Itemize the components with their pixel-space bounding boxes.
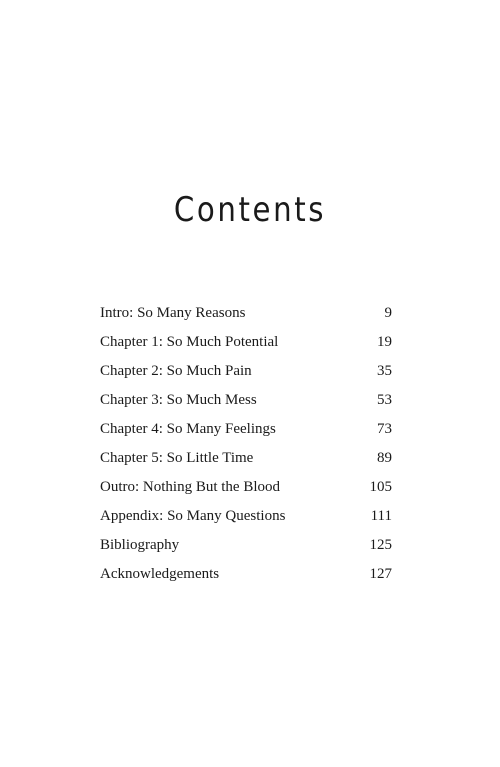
toc-entry-chapter-1 xyxy=(100,332,392,361)
toc-entry-label: Outro: Nothing But the Blood xyxy=(100,479,280,495)
toc-entry-label: Chapter 5: So Little Time xyxy=(100,450,254,466)
toc-entry-acknowledgements xyxy=(100,564,392,593)
toc-entry-chapter-5 xyxy=(100,448,392,477)
toc-entry-outro xyxy=(100,477,392,506)
toc-entry-label: Chapter 1: So Much Potential xyxy=(100,334,279,350)
toc-entry-page-number: 89 xyxy=(377,450,392,466)
toc-entry-label: Chapter 2: So Much Pain xyxy=(100,363,252,379)
toc-entry-chapter-3 xyxy=(100,390,392,419)
toc-entry-page-number: 53 xyxy=(377,392,392,408)
toc-entry-label: Acknowledgements xyxy=(100,566,220,582)
toc-entry-label: Chapter 3: So Much Mess xyxy=(100,392,257,408)
toc-entry-page-number: 125 xyxy=(369,537,392,553)
toc-entry-label: Intro: So Many Reasons xyxy=(100,305,246,321)
toc-entry-page-number: 9 xyxy=(384,305,392,321)
toc-entry-label: Bibliography xyxy=(100,537,180,553)
toc-entry-label: Chapter 4: So Many Feelings xyxy=(100,421,276,437)
toc-entry-chapter-4 xyxy=(100,419,392,448)
table-of-contents xyxy=(100,303,392,593)
toc-entry-page-number: 105 xyxy=(369,479,392,495)
toc-entry-intro xyxy=(100,303,392,332)
toc-entry-page-number: 35 xyxy=(377,363,392,379)
page-title: Contents xyxy=(173,190,327,230)
toc-entry-label: Appendix: So Many Questions xyxy=(100,508,286,524)
toc-entry-bibliography xyxy=(100,535,392,564)
toc-entry-page-number: 73 xyxy=(377,421,392,437)
toc-entry-appendix xyxy=(100,506,392,535)
toc-entry-page-number: 127 xyxy=(369,566,392,582)
toc-entry-chapter-2 xyxy=(100,361,392,390)
toc-entry-page-number: 111 xyxy=(370,508,392,524)
toc-entry-page-number: 19 xyxy=(377,334,392,350)
